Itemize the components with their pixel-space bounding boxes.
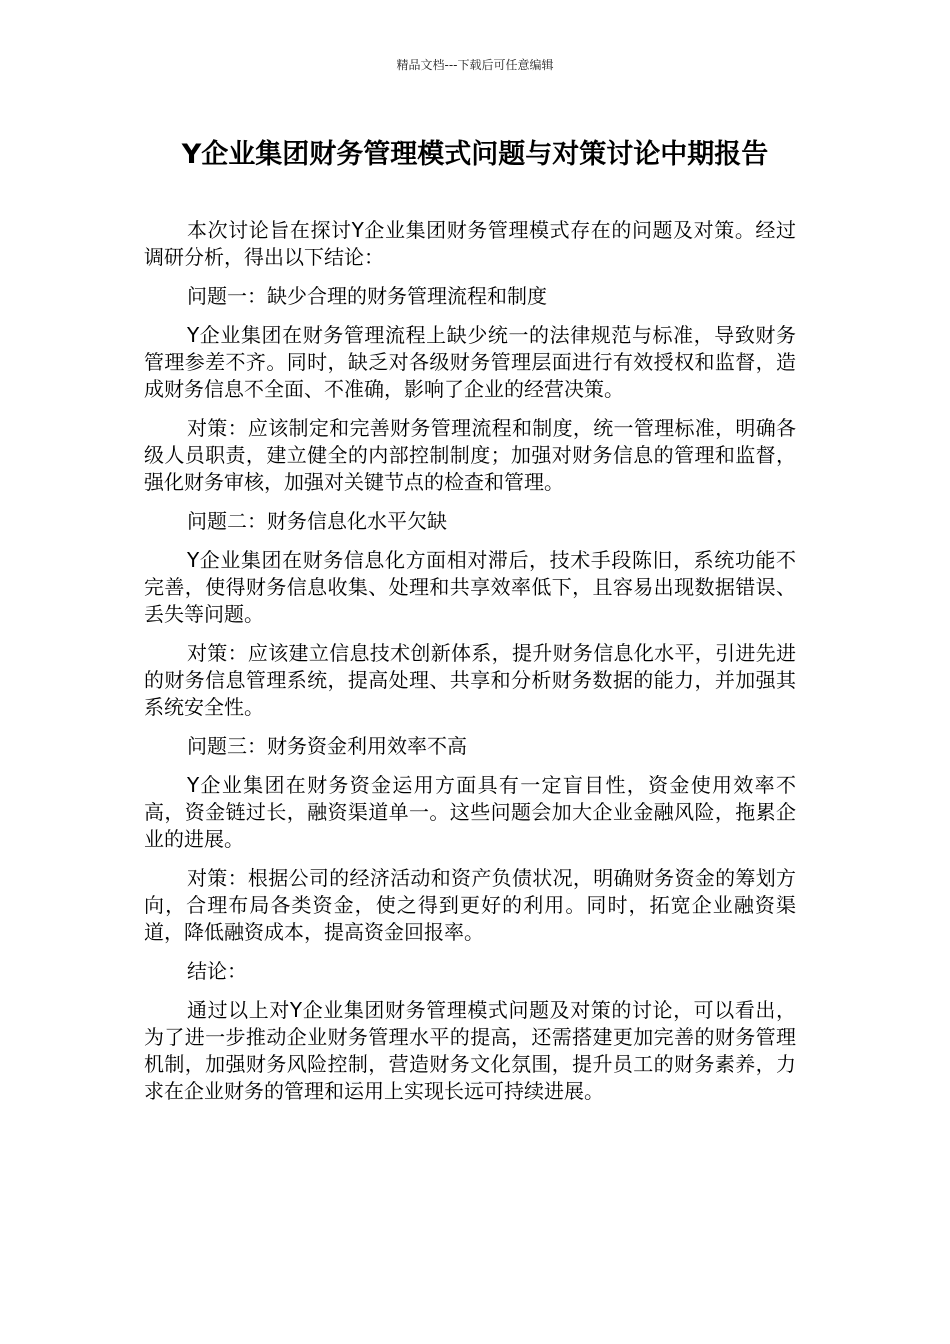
paragraph-problem-2: Y企业集团在财务信息化方面相对滞后，技术手段陈旧，系统功能不完善，使得财务信息收集、处理和共享效率低下，且容易出现数据错误、丢失等问题。 — [144, 548, 796, 626]
paragraph-solution-2: 对策：应该建立信息技术创新体系，提升财务信息化水平，引进先进的财务信息管理系统，提高处理、共享和分析财务数据的能力，并加强其系统安全性。 — [144, 641, 796, 719]
paragraph-solution-1: 对策：应该制定和完善财务管理流程和制度，统一管理标准，明确各级人员职责，建立健全的内部控制制度；加强对财务信息的管理和监督，强化财务审核，加强对关键节点的检查和管理。 — [144, 416, 796, 494]
heading-problem-3: 问题三：财务资金利用效率不高 — [187, 734, 467, 758]
document-body — [144, 217, 796, 1117]
document-title: Y企业集团财务管理模式问题与对策讨论中期报告 — [181, 139, 769, 170]
paragraph-conclusion: 通过以上对Y企业集团财务管理模式问题及对策的讨论，可以看出，为了进一步推动企业财务管理水平的提高，还需搭建更加完善的财务管理机制，加强财务风险控制，营造财务文化氛围，提升员工的财务素养，力求在企业财务的管理和运用上实现长远可持续进展。 — [144, 998, 796, 1103]
heading-conclusion: 结论： — [187, 959, 247, 983]
heading-problem-1: 问题一：缺少合理的财务管理流程和制度 — [187, 284, 547, 308]
heading-problem-2: 问题二：财务信息化水平欠缺 — [187, 509, 447, 533]
header-note: 精品文档---下载后可任意编辑 — [396, 58, 554, 72]
paragraph-problem-1: Y企业集团在财务管理流程上缺少统一的法律规范与标准，导致财务管理参差不齐。同时，缺乏对各级财务管理层面进行有效授权和监督，造成财务信息不全面、不准确，影响了企业的经营决策。 — [144, 323, 796, 401]
paragraph-problem-3: Y企业集团在财务资金运用方面具有一定盲目性，资金使用效率不高，资金链过长，融资渠道单一。这些问题会加大企业金融风险，拖累企业的进展。 — [144, 773, 796, 851]
paragraph-solution-3: 对策：根据公司的经济活动和资产负债状况，明确财务资金的筹划方向，合理布局各类资金，使之得到更好的利用。同时，拓宽企业融资渠道，降低融资成本，提高资金回报率。 — [144, 866, 796, 944]
paragraph-intro: 本次讨论旨在探讨Y企业集团财务管理模式存在的问题及对策。经过调研分析，得出以下结论： — [144, 218, 796, 269]
